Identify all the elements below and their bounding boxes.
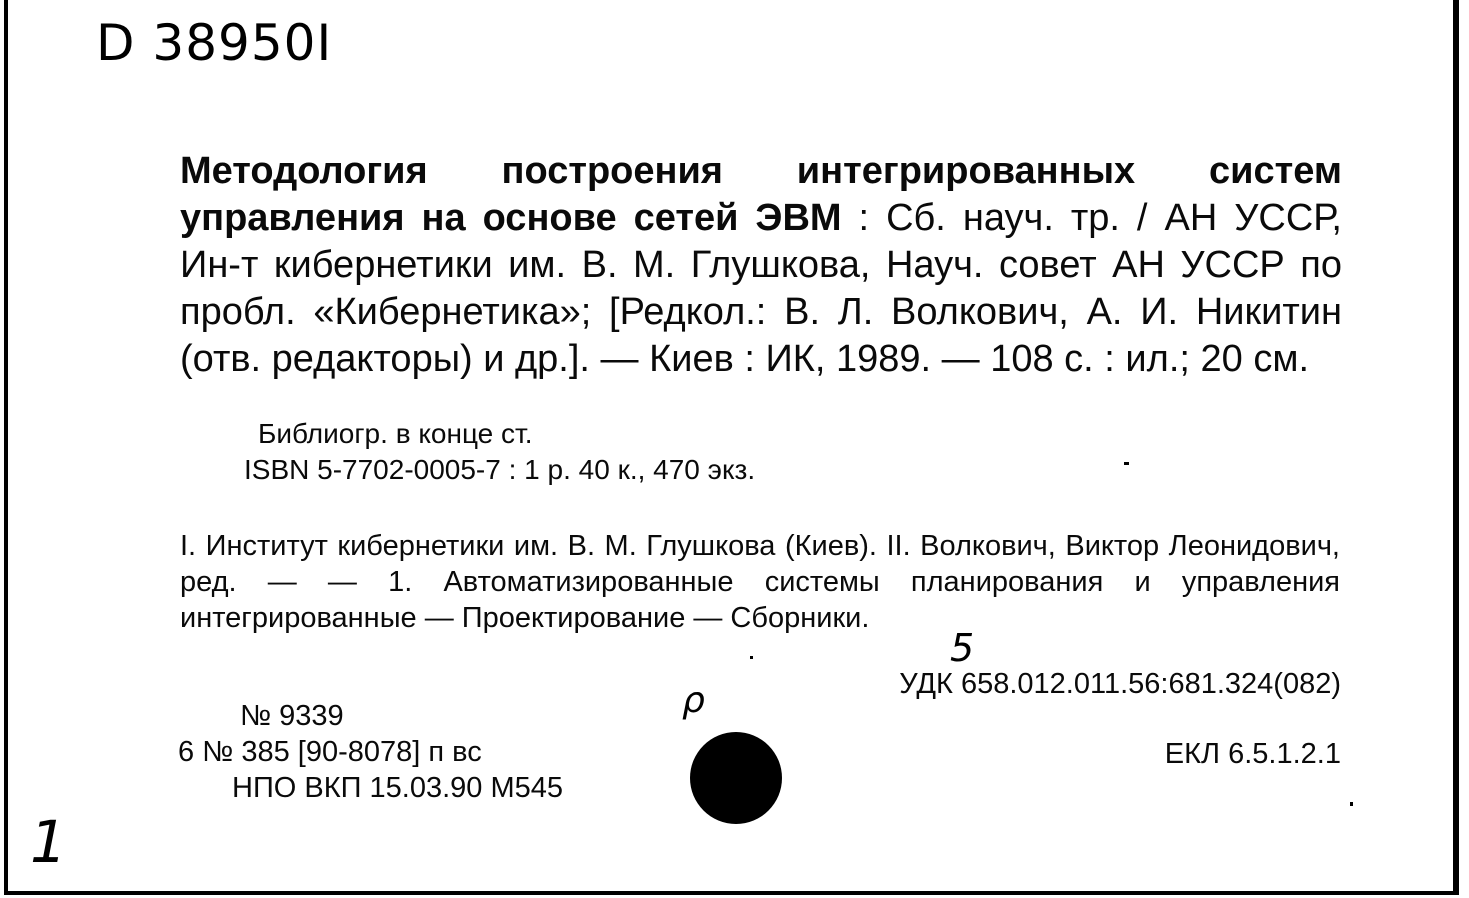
bibliographic-description [180,148,1342,383]
note-bibliography: Библиогр. в конце ст. [258,418,533,449]
punch-hole [690,732,782,824]
inventory-number: № 9339 [240,700,344,732]
handwritten-mark-udc: 5 [950,626,975,670]
call-number: D 38950I [96,14,333,72]
speck [750,656,753,659]
speck [1350,802,1353,806]
handwritten-mark-corner: 1 [30,808,67,876]
udc-code: УДК 658.012.011.56:681.324(082) [899,668,1341,700]
ekl-code: ЕКЛ 6.5.1.2.1 [1164,738,1341,770]
title-rest: : Сб. науч. тр. / АН УССР, Ин-т кибернетики им. В. М. Глушкова, Науч. совет АН УССР по пробл. «Кибернетика»; [Редкол.: В. Л. Волкович, А. И. Никитин (отв. редакторы) и др.]. — Киев : ИК, 1989. — 108 с. : ил.; 20 см. [180,197,1342,380]
note-isbn: ISBN 5-7702-0005-7 : 1 р. 40 к., 470 экз. [244,454,756,485]
handwritten-scribble: ρ [682,680,705,721]
tracings: I. Институт кибернетики им. В. М. Глушкова (Киев). II. Волкович, Виктор Леонидович, ред. — — 1. Автоматизированные системы планирования и управления интегрированные — Проектирование — Сборники. [180,530,1340,634]
footer-line-2: НПО ВКП 15.03.90 М545 [232,772,564,804]
title-bold: Методология построения интегрированных систем управления на основе сетей ЭВМ [180,150,1342,239]
footer-line-1: 6 № 385 [90-8078] п вс [178,736,482,768]
speck [1124,462,1129,465]
